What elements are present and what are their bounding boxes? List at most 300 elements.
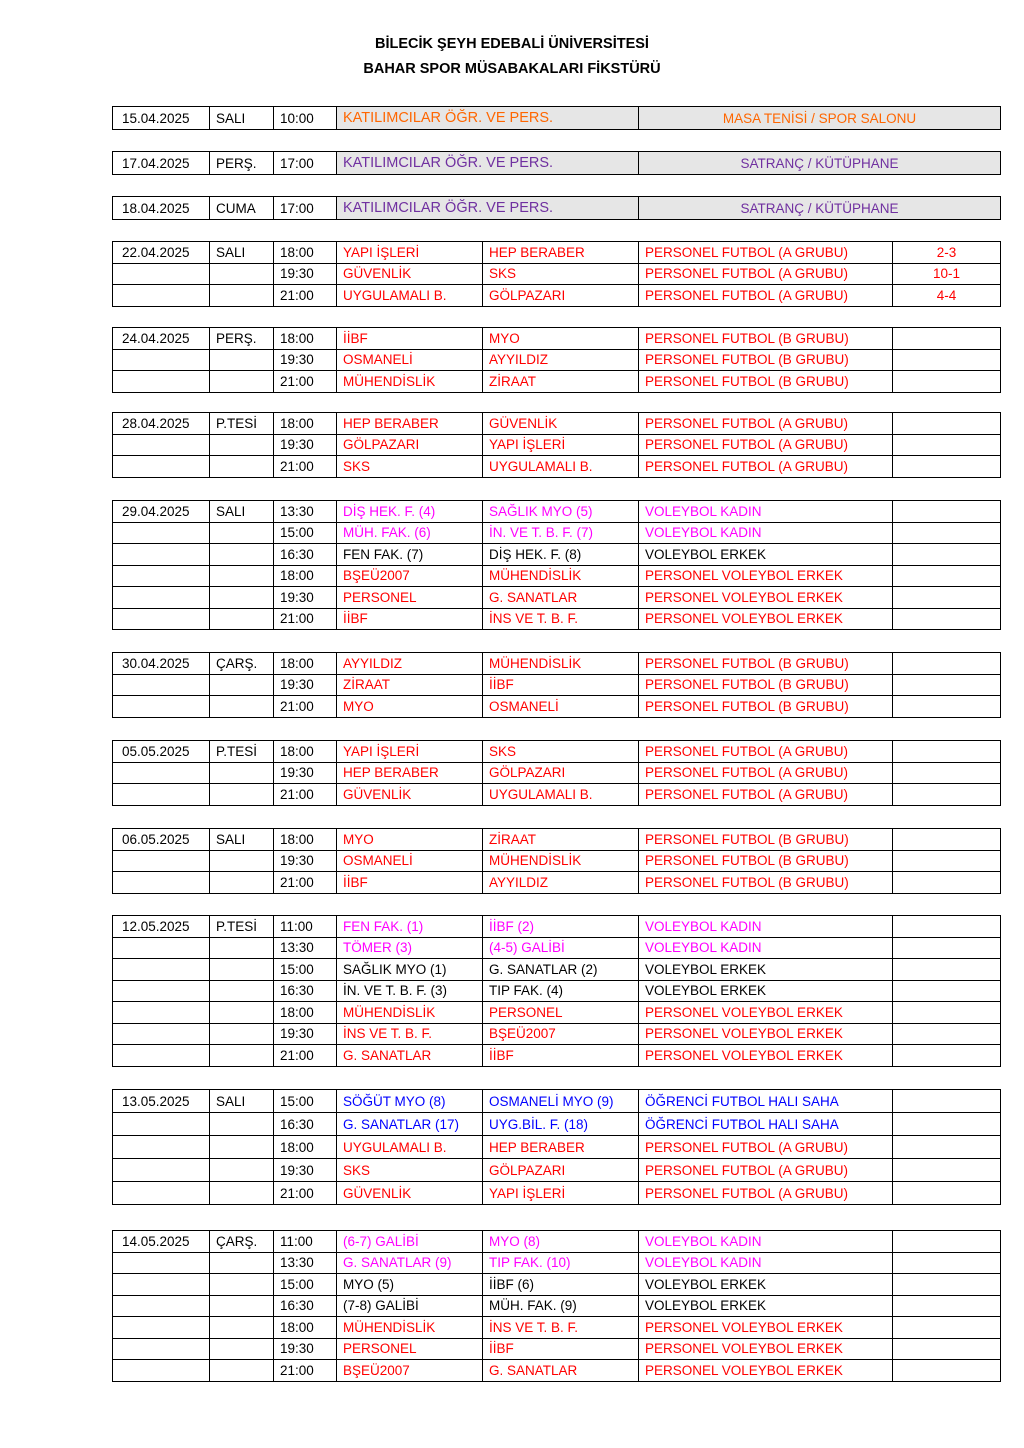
time-cell: 21:00 — [274, 696, 337, 718]
result-cell — [893, 328, 1001, 350]
time-cell: 18:00 — [274, 829, 337, 851]
match-row — [113, 371, 1001, 393]
event-cell: PERSONEL FUTBOL (A GRUBU) — [639, 1159, 893, 1182]
match-row — [113, 784, 1001, 806]
home-team-cell: YAPI İŞLERİ — [337, 741, 483, 763]
time-cell: 13:30 — [274, 1252, 337, 1274]
day-cell: SALI — [210, 242, 274, 264]
time-cell: 16:30 — [274, 1113, 337, 1136]
home-team-cell: SAĞLIK MYO (1) — [337, 959, 483, 981]
result-cell — [893, 371, 1001, 393]
away-team-cell: OSMANELİ — [483, 696, 639, 718]
event-cell: PERSONEL FUTBOL (B GRUBU) — [639, 674, 893, 696]
time-cell: 21:00 — [274, 608, 337, 630]
day-cell: SALI — [210, 1090, 274, 1113]
venue-cell: MASA TENİSİ / SPOR SALONU — [639, 107, 1001, 130]
day-cell: PERŞ. — [210, 152, 274, 175]
day-cell — [210, 980, 274, 1002]
activity-block — [112, 151, 1001, 175]
day-cell: PERŞ. — [210, 328, 274, 350]
match-row — [113, 1338, 1001, 1360]
away-team-cell: PERSONEL — [483, 1002, 639, 1024]
event-cell: PERSONEL FUTBOL (B GRUBU) — [639, 872, 893, 894]
day-cell — [210, 959, 274, 981]
match-row — [113, 1002, 1001, 1024]
home-team-cell: GÖLPAZARI — [337, 434, 483, 456]
time-cell: 19:30 — [274, 587, 337, 609]
day-cell — [210, 1002, 274, 1024]
event-cell: PERSONEL FUTBOL (A GRUBU) — [639, 434, 893, 456]
time-cell: 21:00 — [274, 1360, 337, 1382]
home-team-cell: MYO — [337, 696, 483, 718]
time-cell: 11:00 — [274, 916, 337, 938]
day-cell — [210, 1023, 274, 1045]
date-cell: 17.04.2025 — [113, 152, 210, 175]
match-row — [113, 587, 1001, 609]
match-row — [113, 1360, 1001, 1382]
result-cell — [893, 434, 1001, 456]
venue-cell: SATRANÇ / KÜTÜPHANE — [639, 152, 1001, 175]
match-row — [113, 522, 1001, 544]
result-cell — [893, 349, 1001, 371]
date-cell — [113, 1338, 210, 1360]
result-cell — [893, 1231, 1001, 1253]
away-team-cell: MÜHENDİSLİK — [483, 653, 639, 675]
fixture-day-block — [112, 915, 1001, 1067]
away-team-cell: YAPI İŞLERİ — [483, 1182, 639, 1205]
home-team-cell: ZİRAAT — [337, 674, 483, 696]
match-row — [113, 1231, 1001, 1253]
time-cell: 19:30 — [274, 762, 337, 784]
time-cell: 15:00 — [274, 1090, 337, 1113]
away-team-cell: İİBF (2) — [483, 916, 639, 938]
day-cell — [210, 1252, 274, 1274]
time-cell: 15:00 — [274, 522, 337, 544]
event-cell: VOLEYBOL KADIN — [639, 916, 893, 938]
time-cell: 21:00 — [274, 371, 337, 393]
home-team-cell: MÜHENDİSLİK — [337, 1317, 483, 1339]
time-cell: 19:30 — [274, 850, 337, 872]
day-cell: P.TESİ — [210, 741, 274, 763]
day-cell — [210, 1317, 274, 1339]
result-cell — [893, 456, 1001, 478]
event-cell: PERSONEL FUTBOL (B GRUBU) — [639, 696, 893, 718]
time-cell: 21:00 — [274, 1045, 337, 1067]
result-cell — [893, 674, 1001, 696]
event-cell: PERSONEL VOLEYBOL ERKEK — [639, 1002, 893, 1024]
match-row — [113, 872, 1001, 894]
time-cell: 17:00 — [274, 197, 337, 220]
home-team-cell: PERSONEL — [337, 587, 483, 609]
result-cell — [893, 872, 1001, 894]
away-team-cell: MÜHENDİSLİK — [483, 850, 639, 872]
match-row — [113, 1252, 1001, 1274]
result-cell: 2-3 — [893, 242, 1001, 264]
day-cell — [210, 371, 274, 393]
day-cell — [210, 784, 274, 806]
day-cell — [210, 565, 274, 587]
date-cell — [113, 1182, 210, 1205]
fixture-day-block — [112, 327, 1001, 393]
time-cell: 10:00 — [274, 107, 337, 130]
day-cell — [210, 937, 274, 959]
match-row — [113, 434, 1001, 456]
date-cell — [113, 456, 210, 478]
date-cell — [113, 1360, 210, 1382]
match-row — [113, 1159, 1001, 1182]
event-cell: PERSONEL VOLEYBOL ERKEK — [639, 587, 893, 609]
time-cell: 16:30 — [274, 1295, 337, 1317]
home-team-cell: PERSONEL — [337, 1338, 483, 1360]
result-cell — [893, 544, 1001, 566]
time-cell: 21:00 — [274, 456, 337, 478]
day-cell — [210, 1159, 274, 1182]
away-team-cell: (4-5) GALİBİ — [483, 937, 639, 959]
home-team-cell: MYO (5) — [337, 1274, 483, 1296]
away-team-cell: SKS — [483, 263, 639, 285]
date-cell — [113, 349, 210, 371]
day-cell — [210, 696, 274, 718]
home-team-cell: İN. VE T. B. F. (3) — [337, 980, 483, 1002]
match-row — [113, 762, 1001, 784]
day-cell — [210, 434, 274, 456]
time-cell: 13:30 — [274, 501, 337, 523]
away-team-cell: İİBF — [483, 674, 639, 696]
fixture-day-block — [112, 1089, 1001, 1205]
date-cell: 14.05.2025 — [113, 1231, 210, 1253]
away-team-cell: HEP BERABER — [483, 1136, 639, 1159]
home-team-cell: G. SANATLAR (17) — [337, 1113, 483, 1136]
result-cell — [893, 784, 1001, 806]
venue-cell: SATRANÇ / KÜTÜPHANE — [639, 197, 1001, 220]
result-cell — [893, 1159, 1001, 1182]
away-team-cell: İİBF — [483, 1338, 639, 1360]
day-cell — [210, 1113, 274, 1136]
event-cell: PERSONEL VOLEYBOL ERKEK — [639, 565, 893, 587]
away-team-cell: TIP FAK. (4) — [483, 980, 639, 1002]
day-cell — [210, 1274, 274, 1296]
away-team-cell: SAĞLIK MYO (5) — [483, 501, 639, 523]
match-row — [113, 959, 1001, 981]
home-team-cell: (6-7) GALİBİ — [337, 1231, 483, 1253]
date-cell — [113, 434, 210, 456]
date-cell — [113, 696, 210, 718]
date-cell: 22.04.2025 — [113, 242, 210, 264]
time-cell: 11:00 — [274, 1231, 337, 1253]
result-cell: 10-1 — [893, 263, 1001, 285]
result-cell — [893, 608, 1001, 630]
date-cell — [113, 1159, 210, 1182]
event-cell: PERSONEL VOLEYBOL ERKEK — [639, 1045, 893, 1067]
result-cell — [893, 696, 1001, 718]
away-team-cell: UYG.BİL. F. (18) — [483, 1113, 639, 1136]
result-cell — [893, 1023, 1001, 1045]
event-cell: PERSONEL VOLEYBOL ERKEK — [639, 1023, 893, 1045]
result-cell — [893, 762, 1001, 784]
time-cell: 15:00 — [274, 959, 337, 981]
match-row — [113, 242, 1001, 264]
day-cell: ÇARŞ. — [210, 653, 274, 675]
match-row — [113, 263, 1001, 285]
date-cell: 13.05.2025 — [113, 1090, 210, 1113]
match-row — [113, 916, 1001, 938]
date-cell: 05.05.2025 — [113, 741, 210, 763]
date-cell — [113, 1274, 210, 1296]
day-cell — [210, 522, 274, 544]
event-cell: PERSONEL FUTBOL (A GRUBU) — [639, 1136, 893, 1159]
date-cell — [113, 1002, 210, 1024]
home-team-cell: (7-8) GALİBİ — [337, 1295, 483, 1317]
time-cell: 16:30 — [274, 544, 337, 566]
time-cell: 18:00 — [274, 242, 337, 264]
time-cell: 18:00 — [274, 1317, 337, 1339]
day-cell — [210, 1360, 274, 1382]
fixture-day-block — [112, 241, 1001, 307]
time-cell: 19:30 — [274, 674, 337, 696]
result-cell — [893, 1317, 1001, 1339]
date-cell — [113, 544, 210, 566]
result-cell — [893, 565, 1001, 587]
fixture-day-block — [112, 500, 1001, 630]
day-cell — [210, 1045, 274, 1067]
away-team-cell: UYGULAMALI B. — [483, 784, 639, 806]
match-row — [113, 1274, 1001, 1296]
event-cell: PERSONEL FUTBOL (A GRUBU) — [639, 242, 893, 264]
event-cell: PERSONEL FUTBOL (B GRUBU) — [639, 850, 893, 872]
home-team-cell: HEP BERABER — [337, 762, 483, 784]
result-cell — [893, 413, 1001, 435]
event-cell: PERSONEL VOLEYBOL ERKEK — [639, 608, 893, 630]
date-cell — [113, 371, 210, 393]
date-cell — [113, 1317, 210, 1339]
home-team-cell: YAPI İŞLERİ — [337, 242, 483, 264]
day-cell — [210, 1136, 274, 1159]
home-team-cell: DİŞ HEK. F. (4) — [337, 501, 483, 523]
time-cell: 19:30 — [274, 1159, 337, 1182]
result-cell — [893, 501, 1001, 523]
day-cell — [210, 1182, 274, 1205]
event-cell: PERSONEL FUTBOL (A GRUBU) — [639, 784, 893, 806]
date-cell: 29.04.2025 — [113, 501, 210, 523]
event-cell: PERSONEL FUTBOL (A GRUBU) — [639, 1182, 893, 1205]
home-team-cell: G. SANATLAR — [337, 1045, 483, 1067]
event-cell: VOLEYBOL KADIN — [639, 522, 893, 544]
date-cell — [113, 522, 210, 544]
result-cell — [893, 1360, 1001, 1382]
time-cell: 18:00 — [274, 565, 337, 587]
away-team-cell: GÖLPAZARI — [483, 1159, 639, 1182]
match-row — [113, 1317, 1001, 1339]
result-cell — [893, 1113, 1001, 1136]
home-team-cell: AYYILDIZ — [337, 653, 483, 675]
result-cell — [893, 1045, 1001, 1067]
day-cell — [210, 872, 274, 894]
event-cell: PERSONEL VOLEYBOL ERKEK — [639, 1338, 893, 1360]
result-cell — [893, 829, 1001, 851]
time-cell: 15:00 — [274, 1274, 337, 1296]
result-cell — [893, 522, 1001, 544]
event-cell: VOLEYBOL KADIN — [639, 937, 893, 959]
date-cell — [113, 850, 210, 872]
date-cell: 24.04.2025 — [113, 328, 210, 350]
match-row — [113, 980, 1001, 1002]
date-cell: 15.04.2025 — [113, 107, 210, 130]
away-team-cell: DİŞ HEK. F. (8) — [483, 544, 639, 566]
participants-cell: KATILIMCILAR ÖĞR. VE PERS. — [337, 197, 639, 220]
home-team-cell: İİBF — [337, 872, 483, 894]
result-cell — [893, 937, 1001, 959]
event-cell: PERSONEL FUTBOL (B GRUBU) — [639, 829, 893, 851]
away-team-cell: AYYILDIZ — [483, 349, 639, 371]
match-row — [113, 413, 1001, 435]
date-cell — [113, 1113, 210, 1136]
home-team-cell: MÜHENDİSLİK — [337, 1002, 483, 1024]
time-cell: 17:00 — [274, 152, 337, 175]
result-cell — [893, 959, 1001, 981]
result-cell — [893, 587, 1001, 609]
day-cell — [210, 285, 274, 307]
event-cell: PERSONEL FUTBOL (A GRUBU) — [639, 263, 893, 285]
event-cell: PERSONEL FUTBOL (B GRUBU) — [639, 349, 893, 371]
home-team-cell: HEP BERABER — [337, 413, 483, 435]
fixture-day-block — [112, 652, 1001, 718]
date-cell — [113, 263, 210, 285]
match-row — [113, 1023, 1001, 1045]
match-row — [113, 1182, 1001, 1205]
match-row — [113, 850, 1001, 872]
time-cell: 21:00 — [274, 784, 337, 806]
date-cell — [113, 1252, 210, 1274]
event-cell: PERSONEL FUTBOL (A GRUBU) — [639, 456, 893, 478]
home-team-cell: İNS VE T. B. F. — [337, 1023, 483, 1045]
home-team-cell: GÜVENLİK — [337, 784, 483, 806]
date-cell: 28.04.2025 — [113, 413, 210, 435]
result-cell — [893, 850, 1001, 872]
time-cell: 21:00 — [274, 285, 337, 307]
date-cell: 30.04.2025 — [113, 653, 210, 675]
time-cell: 13:30 — [274, 937, 337, 959]
away-team-cell: ZİRAAT — [483, 829, 639, 851]
result-cell — [893, 741, 1001, 763]
event-cell: PERSONEL FUTBOL (A GRUBU) — [639, 741, 893, 763]
fixture-day-block — [112, 740, 1001, 806]
home-team-cell: İİBF — [337, 608, 483, 630]
date-cell: 12.05.2025 — [113, 916, 210, 938]
away-team-cell: SKS — [483, 741, 639, 763]
date-cell — [113, 285, 210, 307]
away-team-cell: MÜH. FAK. (9) — [483, 1295, 639, 1317]
home-team-cell: SKS — [337, 1159, 483, 1182]
match-row — [113, 1136, 1001, 1159]
date-cell — [113, 784, 210, 806]
date-cell — [113, 608, 210, 630]
result-cell — [893, 1136, 1001, 1159]
match-row — [113, 1045, 1001, 1067]
time-cell: 19:30 — [274, 1338, 337, 1360]
home-team-cell: FEN FAK. (1) — [337, 916, 483, 938]
date-cell: 18.04.2025 — [113, 197, 210, 220]
result-cell — [893, 1182, 1001, 1205]
day-cell — [210, 1295, 274, 1317]
match-row — [113, 608, 1001, 630]
day-cell: ÇARŞ. — [210, 1231, 274, 1253]
home-team-cell: G. SANATLAR (9) — [337, 1252, 483, 1274]
date-cell — [113, 872, 210, 894]
away-team-cell: ZİRAAT — [483, 371, 639, 393]
away-team-cell: YAPI İŞLERİ — [483, 434, 639, 456]
match-row — [113, 544, 1001, 566]
away-team-cell: İİBF (6) — [483, 1274, 639, 1296]
day-cell: P.TESİ — [210, 916, 274, 938]
fixture-day-block — [112, 828, 1001, 894]
away-team-cell: MYO — [483, 328, 639, 350]
home-team-cell: UYGULAMALI B. — [337, 285, 483, 307]
fixture-day-block — [112, 412, 1001, 478]
match-row — [113, 1295, 1001, 1317]
university-title: BİLECİK ŞEYH EDEBALİ ÜNİVERSİTESİ — [375, 36, 649, 52]
away-team-cell: BŞEÜ2007 — [483, 1023, 639, 1045]
event-cell: PERSONEL FUTBOL (B GRUBU) — [639, 371, 893, 393]
event-cell: PERSONEL VOLEYBOL ERKEK — [639, 1360, 893, 1382]
event-cell: PERSONEL FUTBOL (A GRUBU) — [639, 413, 893, 435]
home-team-cell: OSMANELİ — [337, 349, 483, 371]
participants-cell: KATILIMCILAR ÖĞR. VE PERS. — [337, 152, 639, 175]
activity-block — [112, 196, 1001, 220]
away-team-cell: AYYILDIZ — [483, 872, 639, 894]
event-cell: ÖĞRENCİ FUTBOL HALI SAHA — [639, 1113, 893, 1136]
home-team-cell: MYO — [337, 829, 483, 851]
date-cell — [113, 565, 210, 587]
match-row — [113, 696, 1001, 718]
date-cell — [113, 1136, 210, 1159]
away-team-cell: G. SANATLAR — [483, 1360, 639, 1382]
match-row — [113, 328, 1001, 350]
away-team-cell: GÖLPAZARI — [483, 762, 639, 784]
fixture-title: BAHAR SPOR MÜSABAKALARI FİKSTÜRÜ — [363, 61, 661, 77]
day-cell: SALI — [210, 107, 274, 130]
date-cell — [113, 1045, 210, 1067]
day-cell — [210, 544, 274, 566]
event-cell: VOLEYBOL ERKEK — [639, 980, 893, 1002]
match-row — [113, 349, 1001, 371]
match-row — [113, 741, 1001, 763]
time-cell: 18:00 — [274, 1002, 337, 1024]
event-cell: PERSONEL FUTBOL (B GRUBU) — [639, 328, 893, 350]
away-team-cell: G. SANATLAR — [483, 587, 639, 609]
result-cell — [893, 980, 1001, 1002]
event-cell: PERSONEL FUTBOL (B GRUBU) — [639, 653, 893, 675]
result-cell: 4-4 — [893, 285, 1001, 307]
match-row — [113, 285, 1001, 307]
result-cell — [893, 916, 1001, 938]
time-cell: 19:30 — [274, 349, 337, 371]
day-cell — [210, 1338, 274, 1360]
event-cell: VOLEYBOL ERKEK — [639, 544, 893, 566]
away-team-cell: MÜHENDİSLİK — [483, 565, 639, 587]
event-cell: VOLEYBOL ERKEK — [639, 1295, 893, 1317]
home-team-cell: SÖĞÜT MYO (8) — [337, 1090, 483, 1113]
event-cell: ÖĞRENCİ FUTBOL HALI SAHA — [639, 1090, 893, 1113]
home-team-cell: GÜVENLİK — [337, 1182, 483, 1205]
result-cell — [893, 1002, 1001, 1024]
time-cell: 16:30 — [274, 980, 337, 1002]
event-cell: PERSONEL FUTBOL (A GRUBU) — [639, 285, 893, 307]
away-team-cell: İN. VE T. B. F. (7) — [483, 522, 639, 544]
time-cell: 19:30 — [274, 434, 337, 456]
result-cell — [893, 1090, 1001, 1113]
away-team-cell: OSMANELİ MYO (9) — [483, 1090, 639, 1113]
away-team-cell: TIP FAK. (10) — [483, 1252, 639, 1274]
